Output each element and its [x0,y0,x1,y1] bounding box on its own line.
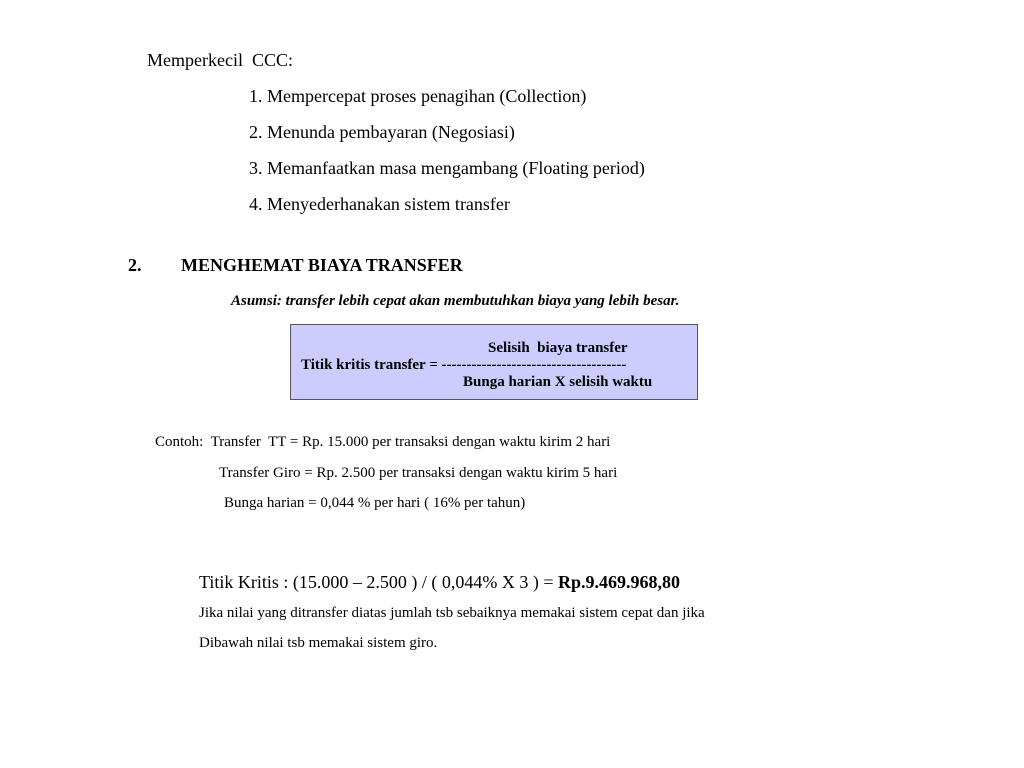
ccc-item-2: 2. Menunda pembayaran (Negosiasi) [249,122,515,142]
formula-denominator: Bunga harian X selisih waktu [463,374,653,390]
ccc-item-3: 3. Memanfaatkan masa mengambang (Floating period) [249,158,645,178]
assumption-text: Asumsi: transfer lebih cepat akan membutuhkan biaya yang lebih besar. [231,293,680,309]
formula-box [290,324,698,400]
result-label: Titik Kritis : (15.000 – 2.500 ) / ( 0,044% X 3 ) = [199,572,558,592]
ccc-item-1: 1. Mempercepat proses penagihan (Collection) [249,86,587,106]
example-line-2: Transfer Giro = Rp. 2.500 per transaksi dengan waktu kirim 5 hari [219,465,618,481]
result-line [199,572,680,593]
formula-lhs: Titik kritis transfer = ------------------------------------- [301,357,627,373]
example-line-3: Bunga harian = 0,044 % per hari ( 16% per tahun) [224,495,526,511]
ccc-item-4: 4. Menyederhanakan sistem transfer [249,194,510,214]
formula-numerator: Selisih biaya transfer [488,340,628,356]
section-number: 2. [128,255,142,275]
section-title: MENGHEMAT BIAYA TRANSFER [181,255,463,275]
result-value: Rp.9.469.968,80 [558,572,681,592]
result-note-2: Dibawah nilai tsb memakai sistem giro. [199,635,438,651]
ccc-heading: Memperkecil CCC: [147,50,293,70]
result-note-1: Jika nilai yang ditransfer diatas jumlah tsb sebaiknya memakai sistem cepat dan jika [199,605,705,621]
example-line-1: Contoh: Transfer TT = Rp. 15.000 per transaksi dengan waktu kirim 2 hari [155,434,611,450]
